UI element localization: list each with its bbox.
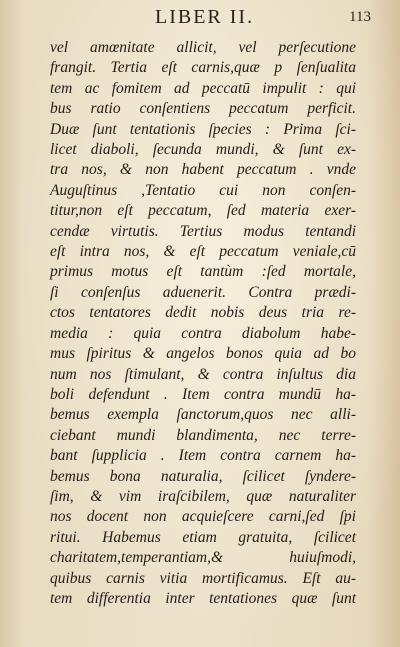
text-line: frangit. Tertia eſt carnis,quæ p ſenſualita <box>50 59 356 77</box>
text-line: cendæ virtutis. Tertius modus tentandi <box>50 222 356 240</box>
text-line: nos docent non acquieſcere carni,ſed ſpi <box>50 508 356 526</box>
text-line: vel amœnitate allicit, vel perſecutione <box>50 39 356 56</box>
text-line: ritui. Habemus etiam gratuita, ſcilicet <box>50 528 356 546</box>
text-line: Auguſtinus ,Tentatio cui non conſen- <box>50 181 356 199</box>
text-line: boli defendunt . Item contra mundū ha- <box>50 385 356 403</box>
body-text <box>50 38 356 609</box>
text-line: bemus bona naturalia, ſcilicet ſyndere- <box>50 467 356 485</box>
text-line: tra nos, & non habent peccatum . vnde <box>50 161 356 179</box>
text-line: licet diaboli, ſecunda mundi, & ſunt ex- <box>50 141 356 159</box>
page-number: 113 <box>349 9 371 25</box>
running-head-title: LIBER II. <box>155 6 255 28</box>
text-line: media : quia contra diabolum habe- <box>50 324 356 342</box>
text-line: bemus exempla ſanctorum,quos nec alli- <box>50 406 356 424</box>
text-line: ſi conſenſus aduenerit. Contra prædi- <box>50 283 356 301</box>
running-head <box>0 6 400 32</box>
text-line: charitatem,temperantiam,& huiuſmodi, <box>50 549 356 567</box>
text-line: bus ratio conſentiens peccatum perficit. <box>50 100 356 118</box>
text-line: ſim, & vim iraſcibilem, quæ naturaliter <box>50 487 356 505</box>
text-line: num nos ſtimulant, & contra inſultus dia <box>50 365 356 383</box>
text-line: tem ac fomitem ad peccatū impulit : qui <box>50 79 356 97</box>
text-line: mus ſpiritus & angelos bonos quia ad bo <box>50 345 356 363</box>
text-line: tem differentia inter tentationes quæ ſunt <box>50 589 356 607</box>
text-line: quibus carnis vitia mortificamus. Eſt au- <box>50 569 356 587</box>
text-line: Duæ ſunt tentationis ſpecies : Prima ſci- <box>50 120 356 138</box>
text-line: ctos tentatores dedit nobis deus tria re- <box>50 304 356 322</box>
text-line: ciebant mundi blandimenta, nec terre- <box>50 426 356 444</box>
text-line: primus motus eſt tantùm :ſed mortale, <box>50 263 356 281</box>
text-line: eſt intra nos, & eſt peccatum veniale,cū <box>50 243 356 261</box>
text-line: titur,non eſt peccatum, ſed materia exer- <box>50 202 356 220</box>
text-line: bant ſupplicia . Item contra carnem ha- <box>50 447 356 465</box>
